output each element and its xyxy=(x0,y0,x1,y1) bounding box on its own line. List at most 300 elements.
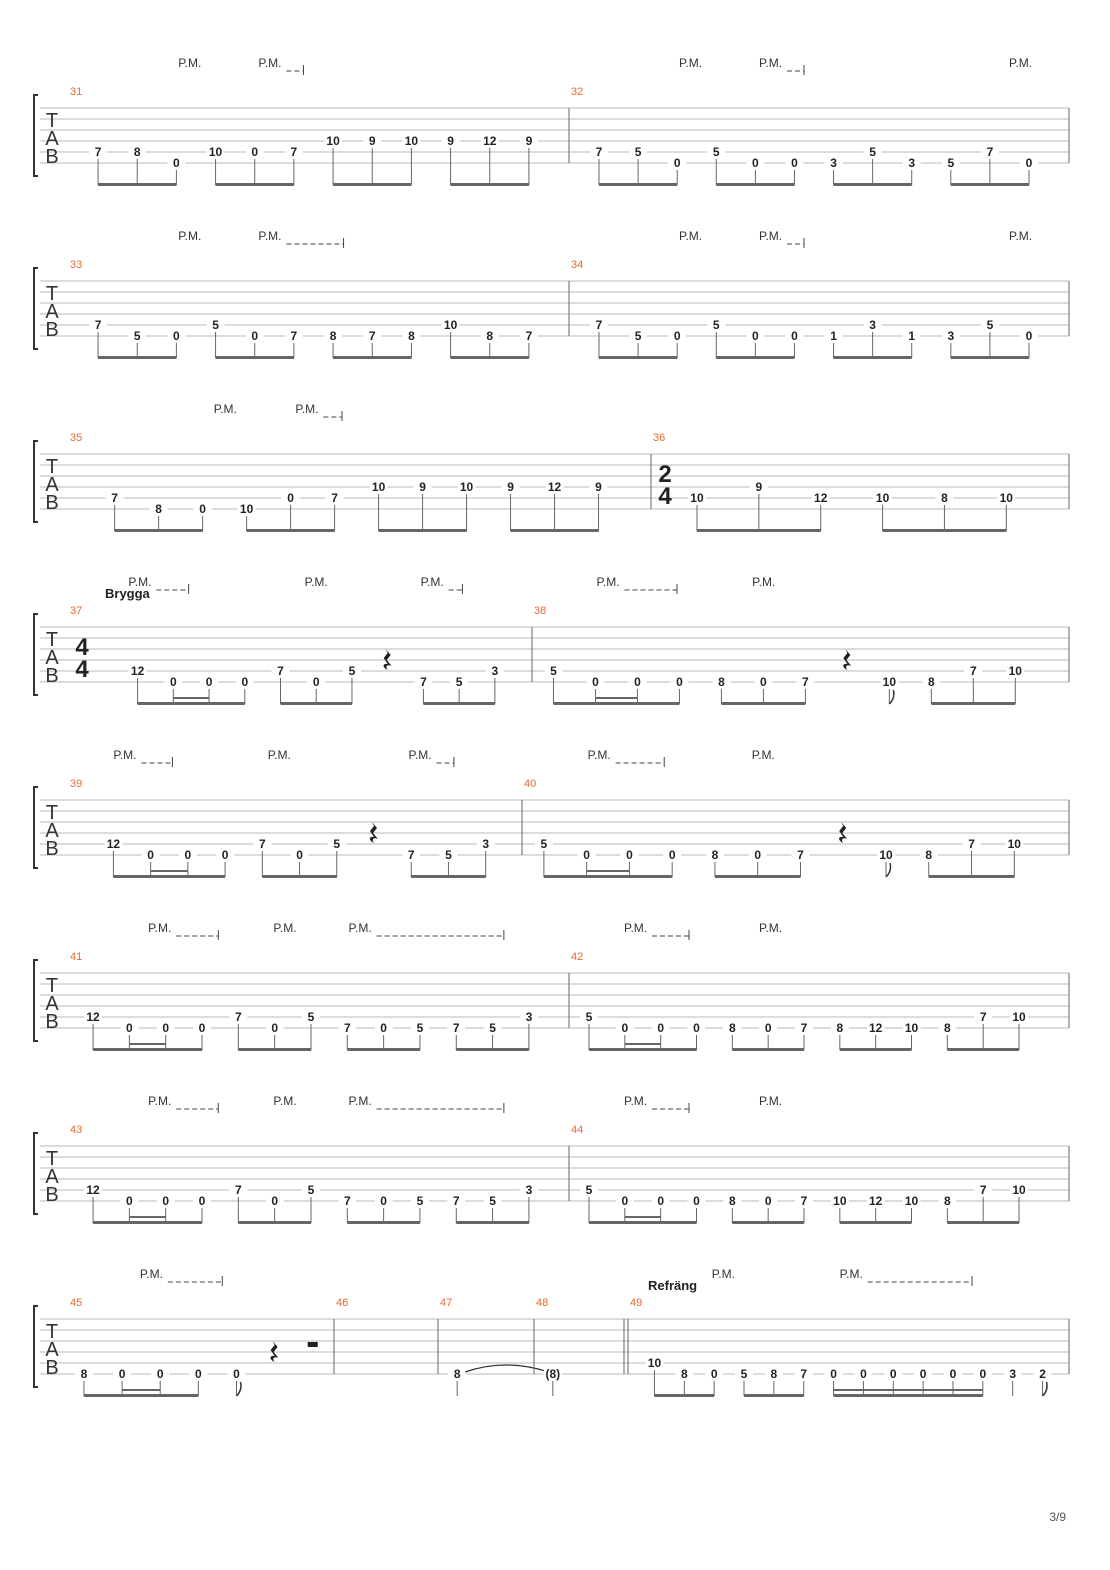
beam xyxy=(654,1394,714,1397)
beam xyxy=(216,356,294,359)
beam xyxy=(456,1048,529,1051)
beam xyxy=(716,356,794,359)
fret-number: 7 xyxy=(525,329,533,343)
palm-mute-label: P.M. xyxy=(128,575,152,589)
fret-number: 7 xyxy=(452,1194,460,1208)
half-rest xyxy=(308,1342,318,1347)
tab-clef-letter: B xyxy=(45,1011,59,1033)
fret-number: 5 xyxy=(986,318,994,332)
fret-number: 0 xyxy=(126,1021,133,1035)
fret-number: 8 xyxy=(943,1194,951,1208)
beam xyxy=(115,529,203,532)
beam xyxy=(456,1221,529,1224)
fret-number: 9 xyxy=(525,134,533,148)
palm-mute-label: P.M. xyxy=(596,575,620,589)
fret-number: 12 xyxy=(86,1183,100,1197)
fret-number: 3 xyxy=(908,156,916,170)
eighth-flag xyxy=(1043,1382,1048,1396)
fret-number: 10 xyxy=(1012,1010,1026,1024)
beam xyxy=(138,702,245,705)
fret-number: 12 xyxy=(547,480,562,494)
fret-number: 0 xyxy=(199,502,206,516)
fret-number: 0 xyxy=(889,1367,897,1381)
fret-number: 0 xyxy=(764,1021,772,1035)
fret-number: 5 xyxy=(947,156,955,170)
palm-mute-label: P.M. xyxy=(348,921,372,935)
fret-number: 8 xyxy=(728,1194,736,1208)
staff-system xyxy=(34,229,1069,359)
fret-number: 3 xyxy=(869,318,876,332)
fret-number: 7 xyxy=(94,318,102,332)
fret-number: 0 xyxy=(380,1194,387,1208)
fret-number: 0 xyxy=(194,1367,202,1381)
beam xyxy=(721,702,805,705)
beam xyxy=(744,1394,804,1397)
beam xyxy=(697,529,821,532)
system-bracket xyxy=(34,787,38,868)
beam xyxy=(716,183,794,186)
fret-number: 0 xyxy=(126,1194,133,1208)
beam xyxy=(93,1048,202,1051)
palm-mute-label: P.M. xyxy=(711,1267,735,1281)
tab-clef-letter: B xyxy=(45,665,59,687)
system-bracket xyxy=(34,1133,38,1214)
fret-number: 7 xyxy=(407,848,415,862)
fret-number: 9 xyxy=(595,480,602,494)
tab-clef-letter: T xyxy=(45,802,59,824)
beam xyxy=(951,183,1029,186)
beam xyxy=(379,529,467,532)
fret-number: 12 xyxy=(868,1021,883,1035)
eighth-flag xyxy=(236,1382,241,1396)
fret-number: 0 xyxy=(919,1367,927,1381)
fret-number: 1 xyxy=(908,329,916,343)
fret-number: 0 xyxy=(156,1367,164,1381)
fret-number: 5 xyxy=(585,1010,593,1024)
fret-number: 7 xyxy=(331,491,338,505)
fret-number: 0 xyxy=(791,329,798,343)
fret-number: 8 xyxy=(133,145,141,159)
fret-number: 7 xyxy=(986,145,994,159)
fret-number: 0 xyxy=(592,675,599,689)
fret-number: 12 xyxy=(130,664,145,678)
fret-number: 8 xyxy=(718,675,725,689)
eighth-flag xyxy=(886,863,891,877)
fret-number: 10 xyxy=(999,491,1013,505)
measure-number: 42 xyxy=(571,951,584,963)
palm-mute-label: P.M. xyxy=(295,402,319,416)
beam xyxy=(238,1221,311,1224)
fret-number: 10 xyxy=(875,491,890,505)
fret-number: 0 xyxy=(657,1194,665,1208)
fret-number: 0 xyxy=(657,1021,665,1035)
fret-number: 5 xyxy=(712,145,720,159)
eighth-flag xyxy=(889,690,894,704)
fret-number: 3 xyxy=(525,1183,533,1197)
fret-number: 0 xyxy=(1025,329,1033,343)
beam xyxy=(347,1221,420,1224)
fret-number: 0 xyxy=(668,848,676,862)
palm-mute-label: P.M. xyxy=(213,402,237,416)
beam xyxy=(732,1048,804,1051)
tab-clef-letter: A xyxy=(45,128,59,150)
fret-number: 0 xyxy=(583,848,590,862)
time-signature-top: 4 xyxy=(75,634,89,661)
section-label: Refräng xyxy=(648,1278,698,1293)
fret-number: 0 xyxy=(754,848,762,862)
fret-number: 5 xyxy=(307,1183,315,1197)
fret-number: 10 xyxy=(208,145,223,159)
fret-number: 0 xyxy=(173,156,180,170)
sixteenth-beam xyxy=(625,1216,661,1218)
tab-clef-letter: T xyxy=(45,283,59,305)
palm-mute-label: P.M. xyxy=(759,921,783,935)
system-bracket xyxy=(34,960,38,1041)
fret-number: 0 xyxy=(162,1194,170,1208)
measure-number: 47 xyxy=(440,1297,453,1309)
palm-mute-label: P.M. xyxy=(178,56,202,70)
beam xyxy=(883,529,1007,532)
measure-number: 35 xyxy=(70,432,83,444)
palm-mute-label: P.M. xyxy=(679,56,703,70)
fret-number: 10 xyxy=(690,491,704,505)
tab-clef-letter: T xyxy=(45,629,59,651)
fret-number: 8 xyxy=(836,1021,844,1035)
fret-number: 5 xyxy=(212,318,219,332)
measure-number: 41 xyxy=(70,951,83,963)
beam xyxy=(84,1394,198,1397)
fret-number: 10 xyxy=(371,480,386,494)
palm-mute-label: P.M. xyxy=(148,921,172,935)
beam xyxy=(347,1048,420,1051)
fret-number: 5 xyxy=(712,318,720,332)
fret-number: 0 xyxy=(271,1021,279,1035)
sixteenth-beam xyxy=(151,870,188,872)
fret-number: 1 xyxy=(830,329,837,343)
fret-number: 0 xyxy=(233,1367,240,1381)
measure-number: 37 xyxy=(70,605,83,617)
fret-number: 10 xyxy=(833,1194,847,1208)
fret-number: 0 xyxy=(764,1194,772,1208)
fret-number: 3 xyxy=(1009,1367,1017,1381)
fret-number: 5 xyxy=(455,675,463,689)
beam xyxy=(333,183,411,186)
fret-number: 0 xyxy=(118,1367,126,1381)
fret-number: 0 xyxy=(949,1367,957,1381)
fret-number: 0 xyxy=(287,491,294,505)
beam xyxy=(840,1048,912,1051)
beam xyxy=(451,183,529,186)
measure-number: 49 xyxy=(630,1297,643,1309)
fret-number: 7 xyxy=(368,329,376,343)
fret-number: 8 xyxy=(486,329,494,343)
beam xyxy=(929,875,1015,878)
fret-number: 0 xyxy=(634,675,641,689)
palm-mute-label: P.M. xyxy=(304,575,328,589)
fret-number: 7 xyxy=(968,837,975,851)
measure-number: 38 xyxy=(534,605,547,617)
palm-mute-label: P.M. xyxy=(267,748,291,762)
fret-number: 0 xyxy=(621,1194,629,1208)
palm-mute-label: P.M. xyxy=(839,1267,863,1281)
tab-clef-letter: B xyxy=(45,1357,59,1379)
measure-number: 33 xyxy=(70,259,83,271)
fret-number: 7 xyxy=(290,145,298,159)
fret-number: 0 xyxy=(251,145,259,159)
palm-mute-label: P.M. xyxy=(408,748,432,762)
palm-mute-label: P.M. xyxy=(679,229,703,243)
measure-number: 46 xyxy=(336,1297,349,1309)
fret-number: 10 xyxy=(1012,1183,1026,1197)
fret-number: 0 xyxy=(380,1021,387,1035)
fret-number: 0 xyxy=(162,1021,170,1035)
fret-number: 8 xyxy=(680,1367,688,1381)
measure-number: 39 xyxy=(70,778,83,790)
fret-number: 7 xyxy=(94,145,102,159)
system-bracket xyxy=(34,614,38,695)
staff-system xyxy=(34,921,1069,1051)
fret-number: (8) xyxy=(545,1367,561,1381)
fret-number: 10 xyxy=(879,848,893,862)
fret-number: 5 xyxy=(634,329,642,343)
system-bracket xyxy=(34,1306,38,1387)
palm-mute-label: P.M. xyxy=(148,1094,172,1108)
tab-clef-letter: B xyxy=(45,146,59,168)
tie-arc xyxy=(465,1365,549,1372)
tab-clef-letter: A xyxy=(45,820,59,842)
fret-number: 8 xyxy=(80,1367,88,1381)
beam xyxy=(511,529,599,532)
beam xyxy=(262,875,336,878)
fret-number: 5 xyxy=(869,145,876,159)
fret-number: 5 xyxy=(489,1194,496,1208)
fret-number: 7 xyxy=(979,1010,987,1024)
fret-number: 7 xyxy=(258,837,266,851)
beam xyxy=(834,1394,983,1397)
beam xyxy=(281,702,352,705)
fret-number: 8 xyxy=(770,1367,778,1381)
fret-number: 7 xyxy=(800,1021,808,1035)
beam xyxy=(247,529,335,532)
fret-number: 10 xyxy=(1007,837,1021,851)
section-label: Brygga xyxy=(105,586,150,601)
palm-mute-label: P.M. xyxy=(624,1094,648,1108)
measure-number: 34 xyxy=(571,259,584,271)
system-bracket xyxy=(34,441,38,522)
palm-mute-label: P.M. xyxy=(759,1094,783,1108)
measure-number: 31 xyxy=(70,86,83,98)
sixteenth-beam xyxy=(173,697,209,699)
measure-number: 48 xyxy=(536,1297,549,1309)
tab-clef-letter: B xyxy=(45,492,59,514)
fret-number: 10 xyxy=(404,134,419,148)
measure-number: 44 xyxy=(571,1124,584,1136)
beam xyxy=(333,356,411,359)
fret-number: 0 xyxy=(752,329,759,343)
fret-number: 0 xyxy=(673,329,681,343)
fret-number: 0 xyxy=(860,1367,867,1381)
beam xyxy=(238,1048,311,1051)
beam xyxy=(931,702,1015,705)
fret-number: 0 xyxy=(251,329,259,343)
palm-mute-label: P.M. xyxy=(759,56,783,70)
fret-number: 0 xyxy=(271,1194,279,1208)
measure-number: 45 xyxy=(70,1297,83,1309)
fret-number: 0 xyxy=(621,1021,629,1035)
tab-clef-letter: B xyxy=(45,838,59,860)
sixteenth-beam xyxy=(595,697,637,699)
beam xyxy=(544,875,672,878)
fret-number: 9 xyxy=(447,134,454,148)
fret-number: 7 xyxy=(343,1021,351,1035)
fret-number: 7 xyxy=(595,145,603,159)
fret-number: 0 xyxy=(1025,156,1033,170)
beam xyxy=(589,1221,697,1224)
palm-mute-label: P.M. xyxy=(273,1094,297,1108)
time-signature-bottom: 4 xyxy=(75,656,89,683)
system-bracket xyxy=(34,268,38,349)
fret-number: 7 xyxy=(800,1194,808,1208)
fret-number: 7 xyxy=(277,664,284,678)
fret-number: 10 xyxy=(904,1194,919,1208)
tab-clef-letter: A xyxy=(45,474,59,496)
fret-number: 0 xyxy=(312,675,320,689)
fret-number: 8 xyxy=(925,848,933,862)
beam xyxy=(98,183,176,186)
beam xyxy=(93,1221,202,1224)
fret-number: 7 xyxy=(979,1183,987,1197)
fret-number: 5 xyxy=(634,145,642,159)
fret-number: 8 xyxy=(329,329,337,343)
fret-number: 7 xyxy=(234,1183,242,1197)
measure-number: 32 xyxy=(571,86,584,98)
fret-number: 12 xyxy=(483,134,497,148)
fret-number: 0 xyxy=(198,1194,206,1208)
sixteenth-beam xyxy=(129,1216,165,1218)
fret-number: 10 xyxy=(647,1356,662,1370)
beam xyxy=(113,875,225,878)
beam xyxy=(840,1221,912,1224)
fret-number: 7 xyxy=(797,848,804,862)
fret-number: 5 xyxy=(416,1194,424,1208)
fret-number: 7 xyxy=(111,491,118,505)
fret-number: 3 xyxy=(947,329,955,343)
palm-mute-label: P.M. xyxy=(1009,229,1033,243)
fret-number: 0 xyxy=(752,156,759,170)
fret-number: 5 xyxy=(550,664,557,678)
staff-system xyxy=(34,56,1069,186)
fret-number: 5 xyxy=(445,848,452,862)
fret-number: 8 xyxy=(408,329,415,343)
fret-number: 0 xyxy=(673,156,681,170)
tab-clef-letter: T xyxy=(45,975,59,997)
fret-number: 3 xyxy=(491,664,499,678)
fret-number: 5 xyxy=(540,837,548,851)
fret-number: 10 xyxy=(904,1021,919,1035)
tab-clef-letter: B xyxy=(45,319,59,341)
fret-number: 12 xyxy=(868,1194,883,1208)
palm-mute-label: P.M. xyxy=(420,575,444,589)
fret-number: 5 xyxy=(307,1010,315,1024)
fret-number: 7 xyxy=(343,1194,351,1208)
palm-mute-label: P.M. xyxy=(624,921,648,935)
beam xyxy=(98,356,176,359)
beam xyxy=(589,1048,697,1051)
fret-number: 3 xyxy=(525,1010,533,1024)
system-bracket xyxy=(34,95,38,176)
palm-mute-label: P.M. xyxy=(178,229,202,243)
time-signature-bottom: 4 xyxy=(658,483,672,510)
sixteenth-beam xyxy=(129,1043,165,1045)
fret-number: 5 xyxy=(416,1021,424,1035)
fret-number: 0 xyxy=(169,675,177,689)
fret-number: 5 xyxy=(348,664,356,678)
page-number: 3/9 xyxy=(1049,1510,1066,1524)
beam xyxy=(553,702,679,705)
fret-number: 7 xyxy=(452,1021,460,1035)
fret-number: 8 xyxy=(941,491,948,505)
fret-number: 9 xyxy=(368,134,376,148)
tab-clef-letter: A xyxy=(45,1339,59,1361)
tab-clef-letter: A xyxy=(45,993,59,1015)
sixteenth-beam xyxy=(834,1389,983,1391)
fret-number: 7 xyxy=(800,1367,808,1381)
fret-number: 0 xyxy=(979,1367,987,1381)
fret-number: 8 xyxy=(927,675,935,689)
fret-number: 0 xyxy=(710,1367,718,1381)
fret-number: 5 xyxy=(333,837,341,851)
beam xyxy=(715,875,801,878)
fret-number: 0 xyxy=(221,848,229,862)
palm-mute-label: P.M. xyxy=(273,921,297,935)
beam xyxy=(947,1221,1019,1224)
fret-number: 8 xyxy=(943,1021,951,1035)
beam xyxy=(599,183,677,186)
measure-number: 43 xyxy=(70,1124,83,1136)
fret-number: 0 xyxy=(184,848,192,862)
fret-number: 0 xyxy=(791,156,798,170)
tab-clef-letter: A xyxy=(45,1166,59,1188)
fret-number: 0 xyxy=(626,848,633,862)
beam xyxy=(834,356,912,359)
palm-mute-label: P.M. xyxy=(1009,56,1033,70)
beam xyxy=(411,875,485,878)
fret-number: 5 xyxy=(585,1183,593,1197)
palm-mute-label: P.M. xyxy=(258,229,282,243)
palm-mute-label: P.M. xyxy=(113,748,137,762)
fret-number: 0 xyxy=(693,1021,700,1035)
fret-number: 0 xyxy=(147,848,154,862)
tab-clef-letter: T xyxy=(45,110,59,132)
fret-number: 9 xyxy=(419,480,426,494)
tab-clef-letter: B xyxy=(45,1184,59,1206)
fret-number: 10 xyxy=(239,502,254,516)
palm-mute-label: P.M. xyxy=(348,1094,372,1108)
staff-system xyxy=(34,1094,1069,1224)
staff-system xyxy=(34,1267,1069,1397)
fret-number: 0 xyxy=(693,1194,700,1208)
fret-number: 12 xyxy=(814,491,828,505)
fret-number: 9 xyxy=(755,480,763,494)
sixteenth-beam xyxy=(587,870,630,872)
fret-number: 2 xyxy=(1039,1367,1046,1381)
fret-number: 0 xyxy=(173,329,180,343)
palm-mute-label: P.M. xyxy=(587,748,611,762)
fret-number: 0 xyxy=(205,675,213,689)
fret-number: 5 xyxy=(489,1021,496,1035)
beam xyxy=(834,183,912,186)
fret-number: 8 xyxy=(711,848,719,862)
